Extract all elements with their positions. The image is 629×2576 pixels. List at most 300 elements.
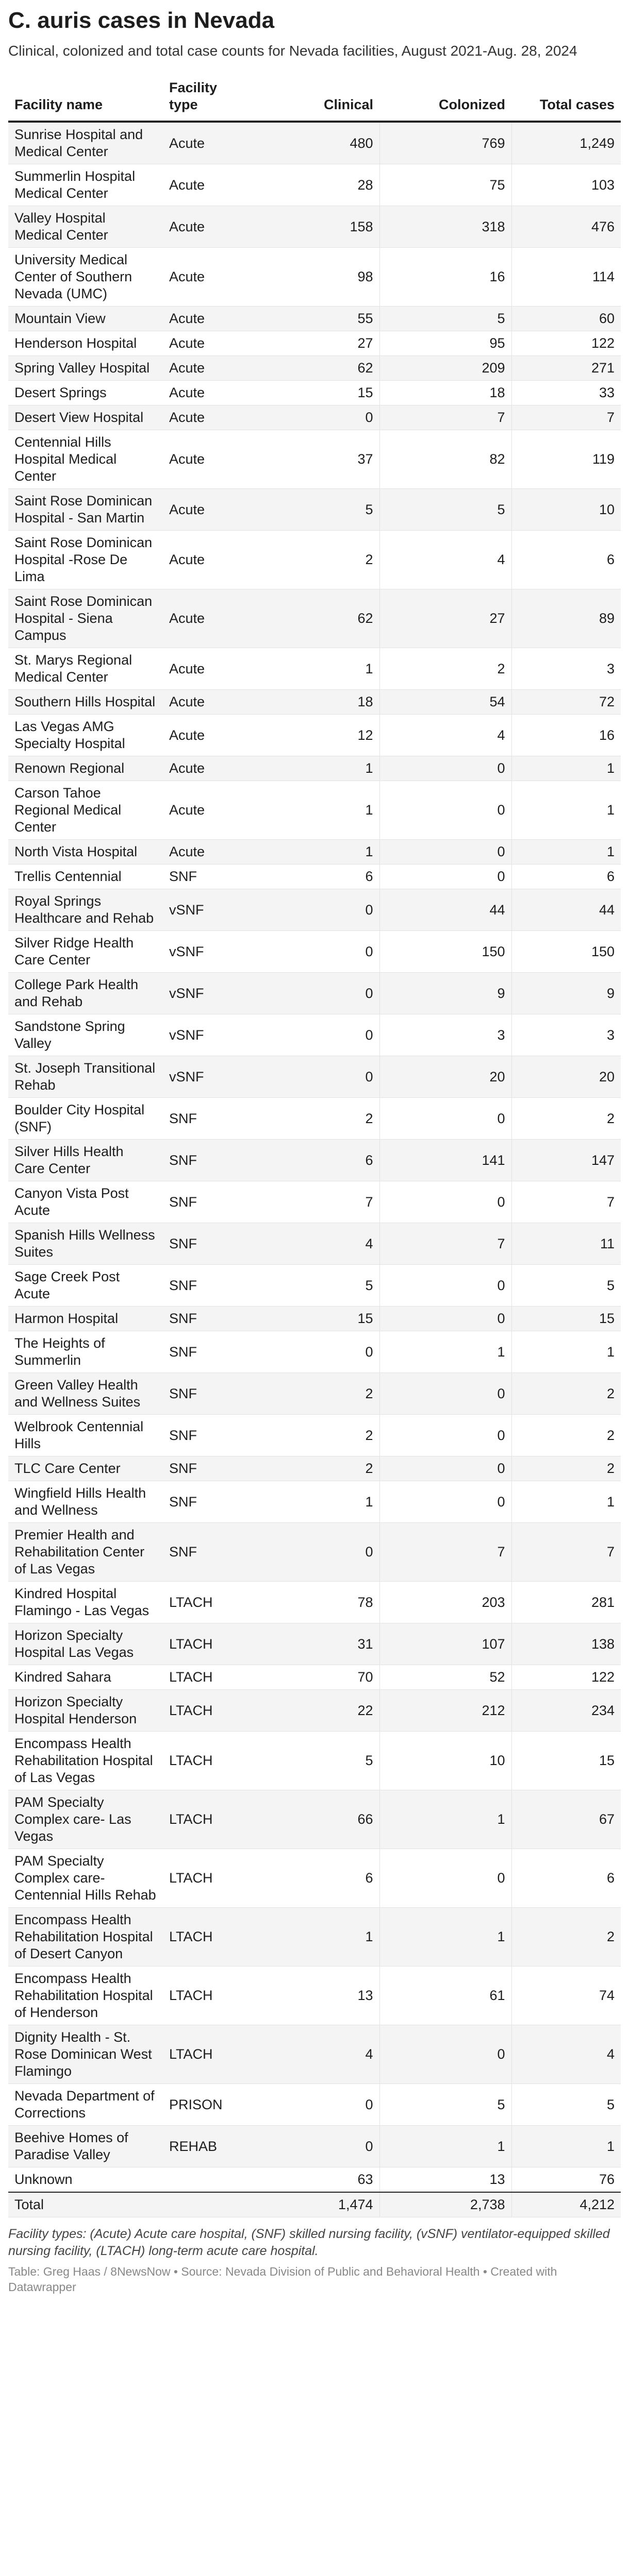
facility-type-cell: Acute: [163, 531, 251, 589]
table-row: [8, 865, 621, 889]
total-cases-cell: 2: [511, 1456, 621, 1481]
facility-name-cell: College Park Health and Rehab: [8, 973, 163, 1014]
facility-type-cell: Acute: [163, 589, 251, 648]
facility-name-cell: St. Joseph Transitional Rehab: [8, 1056, 163, 1098]
chart-title: C. auris cases in Nevada: [8, 8, 275, 33]
facility-name-cell: Boulder City Hospital (SNF): [8, 1098, 163, 1140]
total-cases-cell: 150: [511, 931, 621, 973]
facility-name-cell: Horizon Specialty Hospital Henderson: [8, 1690, 163, 1732]
colonized-cell: 5: [379, 489, 511, 531]
facility-name-cell: Silver Ridge Health Care Center: [8, 931, 163, 973]
total-cases-cell: 7: [511, 1523, 621, 1582]
facility-type-cell: SNF: [163, 1223, 251, 1265]
facility-type-cell: Acute: [163, 405, 251, 430]
clinical-cell: 12: [251, 715, 379, 756]
colonized-cell: 107: [379, 1623, 511, 1665]
total-cases-cell: 5: [511, 2084, 621, 2126]
facility-type-cell: Acute: [163, 715, 251, 756]
colonized-cell: 4: [379, 715, 511, 756]
total-cases-cell: 15: [511, 1307, 621, 1331]
facility-type-cell: Acute: [163, 840, 251, 865]
total-cases-cell: 6: [511, 1849, 621, 1908]
facility-type-cell: Acute: [163, 489, 251, 531]
table-row: [8, 1223, 621, 1265]
colonized-cell: 769: [379, 122, 511, 164]
facility-type-cell: vSNF: [163, 931, 251, 973]
facility-name-cell: Saint Rose Dominican Hospital - Siena Campus: [8, 589, 163, 648]
chart-subtitle: Clinical, colonized and total case counts for Nevada facilities, August 2021-Aug. 28, 2024: [8, 43, 577, 59]
colonized-cell: 0: [379, 756, 511, 781]
total-cases-cell: 33: [511, 381, 621, 405]
facility-type-cell: SNF: [163, 1181, 251, 1223]
total-cases-cell: 4,212: [511, 2192, 621, 2217]
facility-name-cell: Las Vegas AMG Specialty Hospital: [8, 715, 163, 756]
facility-name-cell: Sunrise Hospital and Medical Center: [8, 122, 163, 164]
clinical-cell: 70: [251, 1665, 379, 1690]
table-row: [8, 331, 621, 356]
clinical-cell: 22: [251, 1690, 379, 1732]
table-row: [8, 1056, 621, 1098]
total-cases-cell: 3: [511, 1014, 621, 1056]
colonized-cell: 0: [379, 1307, 511, 1331]
table-row: [8, 1415, 621, 1456]
clinical-cell: 7: [251, 1181, 379, 1223]
facility-name-cell: Spring Valley Hospital: [8, 356, 163, 381]
colonized-cell: 209: [379, 356, 511, 381]
facility-name-cell: Trellis Centennial: [8, 865, 163, 889]
facility-name-cell: St. Marys Regional Medical Center: [8, 648, 163, 690]
header-clinical[interactable]: Clinical: [251, 76, 379, 122]
colonized-cell: 5: [379, 307, 511, 331]
table-row: [8, 1140, 621, 1181]
total-cases-cell: 67: [511, 1790, 621, 1849]
clinical-cell: 1,474: [251, 2192, 379, 2217]
table-row: [8, 2025, 621, 2084]
facility-name-cell: Encompass Health Rehabilitation Hospital of Las Vegas: [8, 1732, 163, 1790]
clinical-cell: 158: [251, 206, 379, 248]
facility-type-cell: LTACH: [163, 1967, 251, 2025]
colonized-cell: 4: [379, 531, 511, 589]
total-cases-cell: 2: [511, 1098, 621, 1140]
colonized-cell: 0: [379, 1373, 511, 1415]
table-row: [8, 648, 621, 690]
facility-type-cell: SNF: [163, 1098, 251, 1140]
facility-type-cell: SNF: [163, 865, 251, 889]
header-facility-name[interactable]: Facility name: [8, 76, 163, 122]
facility-name-cell: Harmon Hospital: [8, 1307, 163, 1331]
colonized-cell: 0: [379, 1481, 511, 1523]
total-cases-cell: 122: [511, 331, 621, 356]
facility-type-cell: [163, 2167, 251, 2193]
facility-name-cell: Henderson Hospital: [8, 331, 163, 356]
colonized-cell: 0: [379, 1849, 511, 1908]
facility-name-cell: Unknown: [8, 2167, 163, 2193]
facility-type-cell: SNF: [163, 1331, 251, 1373]
table-row: [8, 1331, 621, 1373]
table-row: [8, 1373, 621, 1415]
table-row: [8, 756, 621, 781]
total-cases-cell: 1: [511, 756, 621, 781]
facility-type-cell: vSNF: [163, 1014, 251, 1056]
facility-type-cell: [163, 2192, 251, 2217]
facility-type-cell: LTACH: [163, 1849, 251, 1908]
table-row: [8, 1582, 621, 1623]
facility-name-cell: Canyon Vista Post Acute: [8, 1181, 163, 1223]
facility-name-cell: TLC Care Center: [8, 1456, 163, 1481]
colonized-cell: 203: [379, 1582, 511, 1623]
table-row: [8, 164, 621, 206]
colonized-cell: 0: [379, 1415, 511, 1456]
total-cases-cell: 74: [511, 1967, 621, 2025]
table-row: [8, 381, 621, 405]
facility-type-cell: vSNF: [163, 973, 251, 1014]
table-row: [8, 206, 621, 248]
colonized-cell: 27: [379, 589, 511, 648]
facility-type-cell: SNF: [163, 1415, 251, 1456]
clinical-cell: 37: [251, 430, 379, 489]
clinical-cell: 0: [251, 973, 379, 1014]
clinical-cell: 0: [251, 1331, 379, 1373]
table-row: [8, 715, 621, 756]
colonized-cell: 54: [379, 690, 511, 715]
facility-type-cell: Acute: [163, 381, 251, 405]
total-cases-cell: 20: [511, 1056, 621, 1098]
clinical-cell: 4: [251, 2025, 379, 2084]
clinical-cell: 0: [251, 1523, 379, 1582]
facility-name-cell: University Medical Center of Southern Nevada (UMC): [8, 248, 163, 307]
clinical-cell: 1: [251, 840, 379, 865]
clinical-cell: 2: [251, 531, 379, 589]
colonized-cell: 1: [379, 2126, 511, 2167]
table-row: [8, 840, 621, 865]
colonized-cell: 5: [379, 2084, 511, 2126]
clinical-cell: 0: [251, 889, 379, 931]
clinical-cell: 6: [251, 1849, 379, 1908]
total-cases-cell: 1: [511, 1331, 621, 1373]
total-cases-cell: 2: [511, 1415, 621, 1456]
facility-name-cell: Premier Health and Rehabilitation Center of Las Vegas: [8, 1523, 163, 1582]
colonized-cell: 52: [379, 1665, 511, 1690]
table-row: [8, 1732, 621, 1790]
table-row: [8, 2084, 621, 2126]
table-credit: Table: Greg Haas / 8NewsNow • Source: Nevada Division of Public and Behavioral Health • Created with Datawrapper: [8, 2265, 557, 2294]
facility-name-cell: Valley Hospital Medical Center: [8, 206, 163, 248]
facility-name-cell: Mountain View: [8, 307, 163, 331]
facility-type-cell: Acute: [163, 648, 251, 690]
facility-type-cell: Acute: [163, 331, 251, 356]
facility-name-cell: The Heights of Summerlin: [8, 1331, 163, 1373]
facility-name-cell: Dignity Health - St. Rose Dominican West Flamingo: [8, 2025, 163, 2084]
colonized-cell: 95: [379, 331, 511, 356]
table-row: [8, 356, 621, 381]
facility-type-cell: SNF: [163, 1481, 251, 1523]
table-row: [8, 1967, 621, 2025]
facility-type-cell: REHAB: [163, 2126, 251, 2167]
clinical-cell: 1: [251, 1908, 379, 1967]
colonized-cell: 141: [379, 1140, 511, 1181]
colonized-cell: 3: [379, 1014, 511, 1056]
total-cases-cell: 2: [511, 1373, 621, 1415]
total-cases-cell: 1: [511, 2126, 621, 2167]
table-header: [8, 76, 621, 122]
clinical-cell: 4: [251, 1223, 379, 1265]
facility-type-cell: LTACH: [163, 1623, 251, 1665]
clinical-cell: 1: [251, 648, 379, 690]
colonized-cell: 10: [379, 1732, 511, 1790]
total-cases-cell: 119: [511, 430, 621, 489]
colonized-cell: 0: [379, 1265, 511, 1307]
total-cases-cell: 147: [511, 1140, 621, 1181]
colonized-cell: 1: [379, 1908, 511, 1967]
total-cases-cell: 7: [511, 1181, 621, 1223]
total-cases-cell: 9: [511, 973, 621, 1014]
facility-name-cell: Kindred Sahara: [8, 1665, 163, 1690]
facility-name-cell: Saint Rose Dominican Hospital - San Martin: [8, 489, 163, 531]
table-row: [8, 931, 621, 973]
facility-type-cell: LTACH: [163, 1665, 251, 1690]
facility-type-cell: LTACH: [163, 1790, 251, 1849]
total-cases-cell: 6: [511, 531, 621, 589]
facility-type-cell: SNF: [163, 1456, 251, 1481]
facility-name-cell: Sandstone Spring Valley: [8, 1014, 163, 1056]
facility-type-cell: SNF: [163, 1523, 251, 1582]
table-row: [8, 307, 621, 331]
facility-type-cell: vSNF: [163, 1056, 251, 1098]
table-row: [8, 1481, 621, 1523]
total-cases-cell: 3: [511, 648, 621, 690]
facility-type-cell: Acute: [163, 248, 251, 307]
clinical-cell: 13: [251, 1967, 379, 2025]
colonized-cell: 2,738: [379, 2192, 511, 2217]
table-row: [8, 531, 621, 589]
table-row: [8, 1849, 621, 1908]
colonized-cell: 0: [379, 865, 511, 889]
colonized-cell: 82: [379, 430, 511, 489]
facility-type-cell: LTACH: [163, 1908, 251, 1967]
clinical-cell: 0: [251, 405, 379, 430]
table-row: [8, 248, 621, 307]
facility-name-cell: Sage Creek Post Acute: [8, 1265, 163, 1307]
clinical-cell: 2: [251, 1415, 379, 1456]
facility-type-cell: LTACH: [163, 2025, 251, 2084]
cases-table: [8, 76, 621, 2217]
colonized-cell: 7: [379, 405, 511, 430]
facility-type-cell: Acute: [163, 781, 251, 840]
facility-name-cell: Silver Hills Health Care Center: [8, 1140, 163, 1181]
total-cases-cell: 10: [511, 489, 621, 531]
facility-type-cell: LTACH: [163, 1690, 251, 1732]
facility-name-cell: Welbrook Centennial Hills: [8, 1415, 163, 1456]
total-cases-cell: 114: [511, 248, 621, 307]
total-cases-cell: 476: [511, 206, 621, 248]
colonized-cell: 2: [379, 648, 511, 690]
total-cases-cell: 234: [511, 1690, 621, 1732]
colonized-cell: 75: [379, 164, 511, 206]
facility-type-cell: SNF: [163, 1140, 251, 1181]
header-total-cases[interactable]: Total cases: [511, 76, 621, 122]
clinical-cell: 31: [251, 1623, 379, 1665]
total-cases-cell: 60: [511, 307, 621, 331]
colonized-cell: 7: [379, 1223, 511, 1265]
table-row: [8, 2167, 621, 2193]
colonized-cell: 0: [379, 840, 511, 865]
clinical-cell: 5: [251, 489, 379, 531]
total-cases-cell: 6: [511, 865, 621, 889]
table-row: [8, 2192, 621, 2217]
clinical-cell: 0: [251, 2126, 379, 2167]
colonized-cell: 1: [379, 1331, 511, 1373]
table-notes: Facility types: (Acute) Acute care hospital, (SNF) skilled nursing facility, (vSNF) ventilator-equipped skilled nursing facility, (LTACH) long-term acute care hospital.: [8, 2227, 610, 2258]
clinical-cell: 5: [251, 1732, 379, 1790]
table-row: [8, 1181, 621, 1223]
table-row: [8, 1690, 621, 1732]
colonized-cell: 20: [379, 1056, 511, 1098]
clinical-cell: 55: [251, 307, 379, 331]
total-cases-cell: 89: [511, 589, 621, 648]
facility-name-cell: Kindred Hospital Flamingo - Las Vegas: [8, 1582, 163, 1623]
clinical-cell: 480: [251, 122, 379, 164]
clinical-cell: 6: [251, 1140, 379, 1181]
facility-name-cell: Beehive Homes of Paradise Valley: [8, 2126, 163, 2167]
colonized-cell: 9: [379, 973, 511, 1014]
total-cases-cell: 103: [511, 164, 621, 206]
colonized-cell: 0: [379, 1456, 511, 1481]
colonized-cell: 0: [379, 1098, 511, 1140]
facility-name-cell: Encompass Health Rehabilitation Hospital of Desert Canyon: [8, 1908, 163, 1967]
table-row: [8, 122, 621, 164]
total-cases-cell: 16: [511, 715, 621, 756]
table-body: [8, 122, 621, 2217]
header-facility-type[interactable]: Facility type: [163, 76, 251, 122]
colonized-cell: 18: [379, 381, 511, 405]
header-row: [8, 76, 621, 122]
total-cases-cell: 5: [511, 1265, 621, 1307]
total-cases-cell: 281: [511, 1582, 621, 1623]
clinical-cell: 78: [251, 1582, 379, 1623]
clinical-cell: 1: [251, 756, 379, 781]
total-cases-cell: 2: [511, 1908, 621, 1967]
colonized-cell: 7: [379, 1523, 511, 1582]
colonized-cell: 44: [379, 889, 511, 931]
clinical-cell: 15: [251, 1307, 379, 1331]
facility-name-cell: Centennial Hills Hospital Medical Center: [8, 430, 163, 489]
clinical-cell: 62: [251, 589, 379, 648]
total-cases-cell: 271: [511, 356, 621, 381]
table-row: [8, 1523, 621, 1582]
total-cases-cell: 1,249: [511, 122, 621, 164]
total-cases-cell: 7: [511, 405, 621, 430]
colonized-cell: 0: [379, 781, 511, 840]
facility-type-cell: Acute: [163, 430, 251, 489]
table-row: [8, 1307, 621, 1331]
total-cases-cell: 72: [511, 690, 621, 715]
colonized-cell: 150: [379, 931, 511, 973]
clinical-cell: 0: [251, 1014, 379, 1056]
clinical-cell: 6: [251, 865, 379, 889]
facility-name-cell: Total: [8, 2192, 163, 2217]
facility-name-cell: North Vista Hospital: [8, 840, 163, 865]
facility-name-cell: Carson Tahoe Regional Medical Center: [8, 781, 163, 840]
clinical-cell: 1: [251, 1481, 379, 1523]
clinical-cell: 5: [251, 1265, 379, 1307]
facility-type-cell: Acute: [163, 356, 251, 381]
table-row: [8, 1098, 621, 1140]
table-row: [8, 1014, 621, 1056]
facility-type-cell: Acute: [163, 690, 251, 715]
colonized-cell: 1: [379, 1790, 511, 1849]
table-row: [8, 430, 621, 489]
total-cases-cell: 44: [511, 889, 621, 931]
clinical-cell: 28: [251, 164, 379, 206]
table-row: [8, 489, 621, 531]
colonized-cell: 0: [379, 1181, 511, 1223]
clinical-cell: 0: [251, 931, 379, 973]
facility-type-cell: Acute: [163, 756, 251, 781]
table-row: [8, 2126, 621, 2167]
table-row: [8, 1265, 621, 1307]
facility-name-cell: Wingfield Hills Health and Wellness: [8, 1481, 163, 1523]
table-row: [8, 589, 621, 648]
table-row: [8, 1665, 621, 1690]
table-row: [8, 405, 621, 430]
colonized-cell: 16: [379, 248, 511, 307]
facility-name-cell: Encompass Health Rehabilitation Hospital of Henderson: [8, 1967, 163, 2025]
total-cases-cell: 15: [511, 1732, 621, 1790]
facility-type-cell: SNF: [163, 1307, 251, 1331]
table-row: [8, 1790, 621, 1849]
facility-name-cell: Desert View Hospital: [8, 405, 163, 430]
clinical-cell: 0: [251, 2084, 379, 2126]
header-colonized[interactable]: Colonized: [379, 76, 511, 122]
clinical-cell: 2: [251, 1456, 379, 1481]
total-cases-cell: 1: [511, 1481, 621, 1523]
facility-name-cell: PAM Specialty Complex care- Las Vegas: [8, 1790, 163, 1849]
facility-type-cell: Acute: [163, 122, 251, 164]
colonized-cell: 212: [379, 1690, 511, 1732]
colonized-cell: 61: [379, 1967, 511, 2025]
table-row: [8, 1908, 621, 1967]
clinical-cell: 66: [251, 1790, 379, 1849]
clinical-cell: 27: [251, 331, 379, 356]
facility-name-cell: Green Valley Health and Wellness Suites: [8, 1373, 163, 1415]
total-cases-cell: 11: [511, 1223, 621, 1265]
facility-name-cell: Spanish Hills Wellness Suites: [8, 1223, 163, 1265]
facility-type-cell: SNF: [163, 1373, 251, 1415]
total-cases-cell: 1: [511, 840, 621, 865]
total-cases-cell: 138: [511, 1623, 621, 1665]
total-cases-cell: 122: [511, 1665, 621, 1690]
clinical-cell: 63: [251, 2167, 379, 2193]
facility-name-cell: Southern Hills Hospital: [8, 690, 163, 715]
clinical-cell: 98: [251, 248, 379, 307]
facility-type-cell: Acute: [163, 164, 251, 206]
clinical-cell: 2: [251, 1373, 379, 1415]
clinical-cell: 2: [251, 1098, 379, 1140]
colonized-cell: 13: [379, 2167, 511, 2193]
clinical-cell: 18: [251, 690, 379, 715]
facility-type-cell: vSNF: [163, 889, 251, 931]
table-row: [8, 1456, 621, 1481]
total-cases-cell: 1: [511, 781, 621, 840]
table-row: [8, 889, 621, 931]
colonized-cell: 0: [379, 2025, 511, 2084]
facility-name-cell: Horizon Specialty Hospital Las Vegas: [8, 1623, 163, 1665]
facility-type-cell: PRISON: [163, 2084, 251, 2126]
clinical-cell: 62: [251, 356, 379, 381]
clinical-cell: 0: [251, 1056, 379, 1098]
total-cases-cell: 76: [511, 2167, 621, 2193]
table-row: [8, 1623, 621, 1665]
